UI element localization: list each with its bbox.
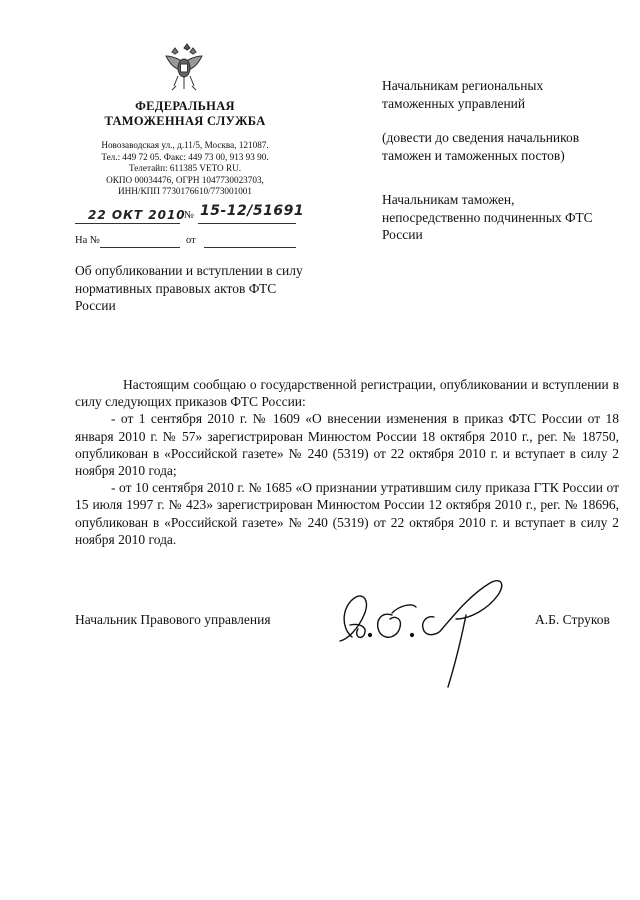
reply-to-label: На № — [75, 235, 100, 246]
org-name-line1: ФЕДЕРАЛЬНАЯ — [135, 99, 235, 113]
coat-of-arms-emblem — [162, 42, 206, 94]
reply-date-line — [204, 247, 296, 248]
address-line: ИНН/КПП 7730176610/773001001 — [118, 186, 252, 197]
signer-name: А.Б. Струков — [535, 612, 610, 627]
body-item-2: - от 10 сентября 2010 г. № 1685 «О признании утратившим силу приказа ГТК России от 15 июля 1997 г. № 423» зарегистрирован Минюстом России 12 октября 2010 г., рег. № 18696, опубликован в «Российской газете» № 240 (5319) от 22 октября 2010 г. и вступает в силу 2 ноября 2010 года. — [75, 480, 619, 547]
letter-body — [75, 376, 619, 548]
body-item-1: - от 1 сентября 2010 г. № 1609 «О внесении изменения в приказ ФТС России от 18 января 2010 г. № 57» зарегистрирован Минюстом России 18 октября 2010 г., рег. № 18750, опубликован в «Российской газете» № 240 (5319) от 22 октября 2010 г. и вступает в силу 2 ноября 2010 года; — [75, 411, 619, 479]
address-line: Телетайп: 611385 VETO RU. — [128, 163, 242, 174]
recipients-block — [382, 77, 612, 244]
reply-number-line — [100, 247, 180, 248]
signer-position: Начальник Правового управления — [75, 612, 271, 627]
registration-number: 15-12/51691 — [200, 203, 305, 219]
from-label: от — [186, 235, 196, 246]
letterhead-address — [70, 140, 300, 198]
number-label: № — [184, 210, 195, 221]
org-name-line2: ТАМОЖЕННАЯ СЛУЖБА — [104, 114, 266, 128]
date-underline — [75, 223, 180, 224]
organization-name — [70, 99, 300, 129]
address-line: Новозаводская ул., д.11/5, Москва, 121087. — [101, 140, 269, 150]
recipient-group-2: Начальникам таможен, непосредственно подчиненных ФТС России — [382, 192, 593, 242]
number-underline — [198, 223, 296, 224]
address-line: ОКПО 00034476, ОГРН 1047730023703, — [106, 174, 264, 185]
handwritten-signature — [330, 575, 530, 695]
recipient-group-1: Начальникам региональных таможенных управлений — [382, 78, 544, 111]
address-line: Тел.: 449 72 05. Факс: 449 73 00, 913 93 90. — [101, 151, 269, 162]
recipient-note: (довести до сведения начальников таможен и таможенных постов) — [382, 130, 580, 163]
letter-subject: Об опубликовании и вступлении в силу нормативных правовых актов ФТС России — [75, 263, 303, 313]
body-intro: Настоящим сообщаю о государственной регистрации, опубликовании и вступлении в силу следующих приказов ФТС России: — [75, 377, 619, 410]
letter-date: 22 ОКТ 2010 — [88, 208, 186, 222]
